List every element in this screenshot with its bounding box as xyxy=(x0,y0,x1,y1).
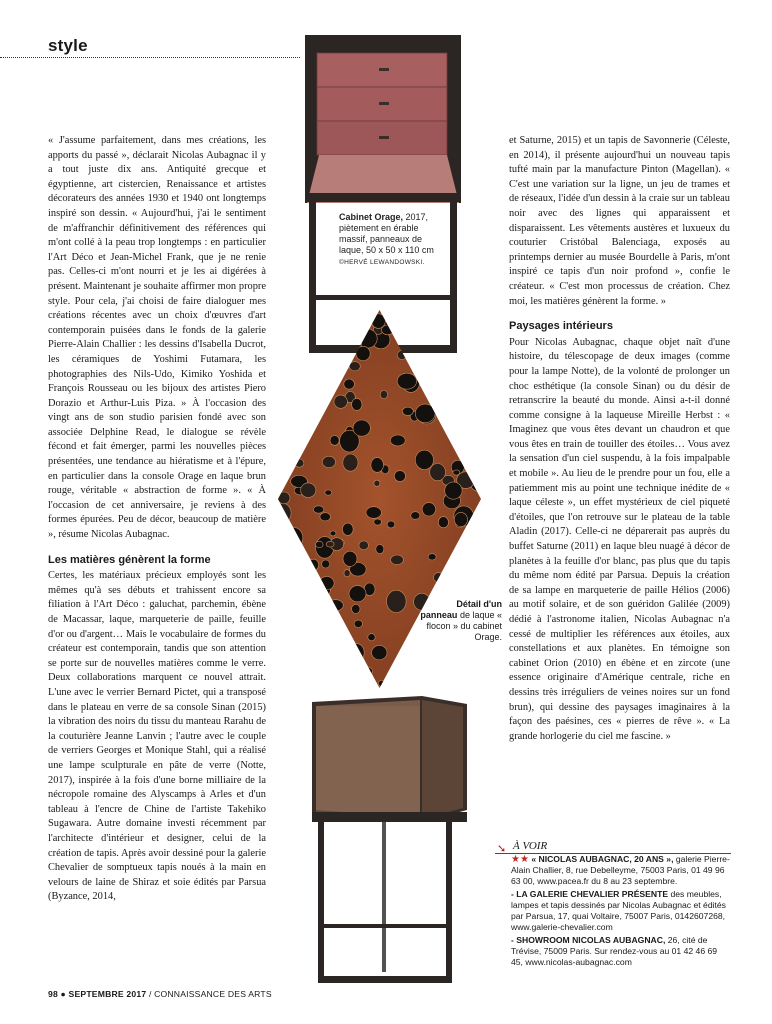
lacquer-spot xyxy=(310,622,320,633)
lacquer-spot xyxy=(409,654,416,660)
lacquer-spot xyxy=(402,407,413,415)
lacquer-spot xyxy=(349,362,360,371)
lacquer-spot xyxy=(473,310,480,316)
lacquer-spot xyxy=(308,363,316,370)
a-voir-title: À VOIR xyxy=(513,840,548,852)
footer-bullet: ● xyxy=(57,989,69,999)
lacquer-spot xyxy=(334,354,342,360)
left-column xyxy=(48,134,266,905)
lacquer-spot xyxy=(372,645,387,659)
lacquer-spot xyxy=(325,490,332,495)
section-label: style xyxy=(48,36,88,55)
subhead-paysages: Paysages intérieurs xyxy=(509,320,613,333)
lacquer-spot xyxy=(295,310,312,322)
lacquer-spot xyxy=(327,668,339,678)
lacquer-spot xyxy=(411,512,420,520)
lacquer-spot xyxy=(390,435,405,446)
lacquer-spot xyxy=(453,370,459,377)
lacquer-spot xyxy=(281,595,294,606)
lacquer-spot xyxy=(343,454,358,471)
lacquer-spot xyxy=(334,395,347,408)
lacquer-spot xyxy=(344,379,355,389)
avoir-item-1: ★★ « NICOLAS AUBAGNAC, 20 ANS », galerie Pierre-Alain Challier, 8, rue Debelleyme, 75003 Paris, 01 49 96 63 00, www.pacea.fr du 8 au 23 septembre. xyxy=(511,854,730,886)
lacquer-spot xyxy=(385,315,396,324)
lacquer-spot xyxy=(453,470,460,475)
lacquer-spot xyxy=(445,482,462,499)
lacquer-spot xyxy=(278,492,290,504)
lacquer-spot xyxy=(424,355,434,366)
lacquer-spot xyxy=(411,657,420,666)
lacquer-spot xyxy=(304,318,323,341)
lacquer-spot xyxy=(302,352,319,370)
lacquer-spot xyxy=(359,541,369,550)
lacquer-spot xyxy=(408,310,414,315)
page-footer xyxy=(48,989,272,999)
lacquer-spot xyxy=(394,471,405,482)
lacquer-spot xyxy=(304,431,312,438)
arrow-icon: ➘ xyxy=(497,842,507,855)
lacquer-spot xyxy=(478,313,482,318)
lacquer-spot xyxy=(378,681,384,687)
lacquer-spot xyxy=(438,517,448,528)
lacquer-spot xyxy=(466,427,478,439)
right-paragraph-1: et Saturne, 2015) et un tapis de Savonnerie (Céleste, en 2014), il présente aujourd'hui un nouveau tapis tufté main par la manufacture Pinton (Magellan). « C'est une variation sur la ligne, un jeu de trames et de réseaux, l'idée d'un dessin à la craie sur un tableau noir avec des lignes qui apparaissent et disparaissent. Les vêtements austères et luxueux du couturier Cristóbal Balenciaga, exposés au printemps dernier au musée Bourdelle à Paris, m'ont inspiré ce tapis d'un noir profond », confie le créateur. « C'est mon processus de création. Chez moi, les matières génèrent la forme. » xyxy=(509,135,730,307)
lacquer-spot xyxy=(324,601,334,611)
lacquer-spot xyxy=(289,596,308,613)
avoir-item-3: - SHOWROOM NICOLAS AUBAGNAC, 26, cité de Trévise, 75009 Paris. Sur rendez-vous au 01 42 46 69 45, www.nicolas-aubagnac.com xyxy=(511,935,718,967)
lacquer-spot xyxy=(454,436,463,444)
cabinet-orage-image xyxy=(305,33,461,356)
lacquer-spot xyxy=(356,346,370,360)
lacquer-spot xyxy=(294,602,313,617)
lacquer-spot xyxy=(422,503,435,516)
lacquer-spot xyxy=(428,554,436,560)
lacquer-spot xyxy=(302,569,318,585)
lacquer-spot xyxy=(464,340,475,348)
lacquer-spot xyxy=(290,357,301,370)
lacquer-spot xyxy=(304,340,318,352)
lacquer-spot xyxy=(440,585,456,601)
lacquer-spot xyxy=(283,401,296,414)
lacquer-spot xyxy=(380,390,387,398)
lacquer-spot xyxy=(322,456,335,467)
lacquer-spot xyxy=(294,357,300,364)
lacquer-spot xyxy=(295,459,304,467)
lacquer-spot xyxy=(393,315,408,326)
caption-mid-body: de laque « flocon » du cabinet Orage. xyxy=(426,610,502,642)
lacquer-spot xyxy=(278,440,287,453)
cabinet-orion-image xyxy=(302,692,467,987)
lacquer-spot xyxy=(344,570,350,577)
lacquer-spot xyxy=(427,383,438,394)
lacquer-spot xyxy=(304,674,311,682)
lacquer-spot xyxy=(410,346,426,361)
caption-lacquer-detail xyxy=(418,599,502,643)
lacquer-spot xyxy=(313,506,323,513)
lacquer-spot xyxy=(372,314,386,329)
right-column xyxy=(509,134,730,744)
lacquer-spot xyxy=(368,634,375,641)
caption-cabinet-orage xyxy=(336,210,438,270)
a-voir-box xyxy=(511,841,731,970)
lacquer-spot xyxy=(376,545,384,554)
lacquer-spot xyxy=(434,681,442,688)
photo-credit: ©HERVÉ LEWANDOWSKI. xyxy=(339,259,425,266)
lacquer-spot xyxy=(387,521,395,528)
lacquer-spot xyxy=(354,620,362,627)
lacquer-spot xyxy=(296,345,314,365)
lacquer-spot xyxy=(309,559,319,570)
left-paragraph-1: « J'assume parfaitement, dans mes créations, les apports du passé », déclarait Nicolas Aubagnac il y a tout juste dix ans. Antiquité grecque et égyptienne, art cistercien, Renaissance et artistes décorateurs des années 1930 et 1940 ont longtemps inspiré son dessin. « Aujourd'hui, j'ai le sentiment de m'affranchir définitivement des références qui m'ont collé à la peau trop longtemps : en particulier l'Art Déco et Jean-Michel Frank, que je ne renie pas. Celles-ci m'ont nourri et je les ai digérées à présent. Maintenant je souhaite affirmer mon propre style. Pour cela, j'ai choisi de faire dialoguer mes créations récentes avec un choix d'œuvres d'art contemporain puisées dans le fonds de la galerie Pierre-Alain Challier : les dessins d'Isabella Ducrot, les céramiques de Yoshimi Futamara, les photographies des Nils-Udo, Kimiko Yoshida et François Rousseau ou les bijoux des artistes Piero Dorazio et Arthur-Luis Piza. » À l'occasion des vingt ans de son studio parisien fondé avec son associée Delphine Read, le dialogue se révèle fécond et fait émerger, parmi les nouvelles pièces présentées, une tendance au hiératisme et à l'épure, en particulier dans la console Orage en laque brun rouge, véritable « abstraction de forme ». « À l'occasion de cet anniversaire, je reviens à des formes épurées. Peu de décor, beaucoup de matière », résume Nicolas Aubagnac. xyxy=(48,135,266,541)
lacquer-spot xyxy=(329,310,341,317)
lacquer-spot xyxy=(288,390,296,398)
lacquer-spot xyxy=(358,329,378,348)
lacquer-spot xyxy=(391,555,404,565)
lacquer-spot xyxy=(319,576,334,589)
lacquer-spot xyxy=(298,575,312,592)
issue-date: SEPTEMBRE 2017 xyxy=(68,989,147,999)
lacquer-spot xyxy=(301,483,316,498)
lacquer-spot xyxy=(434,573,444,583)
lacquer-spot xyxy=(415,404,435,423)
lacquer-spot xyxy=(284,584,296,596)
lacquer-spot xyxy=(285,527,303,548)
lacquer-spot xyxy=(320,513,331,521)
lacquer-spot xyxy=(474,406,481,413)
lacquer-spot xyxy=(397,351,407,360)
lacquer-spot xyxy=(366,507,381,519)
lacquer-spot xyxy=(472,542,481,550)
lacquer-spot xyxy=(319,389,331,403)
lacquer-spot xyxy=(301,590,312,598)
section-rule xyxy=(0,57,300,58)
lacquer-spot xyxy=(454,580,461,586)
lacquer-spot xyxy=(342,523,353,535)
lacquer-spot xyxy=(387,590,407,612)
lacquer-spot xyxy=(290,419,302,431)
lacquer-spot xyxy=(329,663,346,675)
lacquer-spot xyxy=(331,663,345,674)
magazine-name: / CONNAISSANCE DES ARTS xyxy=(148,989,272,999)
left-paragraph-2: Certes, les matériaux précieux employés sont les mêmes qu'à ses débuts et trahissent encore sa filiation à l'Art Déco : galuchat, parchemin, ébène de Macassar, laque, marqueterie de paille, feuille d'or ou d'argent… Mais le vocabulaire de formes du créateur est contemporain, tandis que son attention se porte sur de nouvelles matières comme le verre. Deux collaborations marquent ce nouvel attrait. L'une avec le verrier Bernard Pictet, qui a transposé dans le plateau en verre de sa console Sinan (2015) la vibration des noirs du tissu du manteau Rarahu de la couturière Jeanne Lanvin ; l'autre avec le couple de verriers Georges et Monique Stahl, qui a réalisé une lampe sculpturale en pâte de verre (Notte, 2017), inspirée à la fois d'une borne milliaire de la nécropole romaine des Alyscamps à Arles et d'un tableau à l'encre de Chine de l'artiste Takehiko Sugawara. Autre domaine investi récemment par l'architecte d'intérieur et designer, celui de la création de tapis. Après avoir dessiné pour la galerie Chevalier de somptueux tapis noués à la main en velours de laine de Shiraz et soie édités par Parsua (Byzance, 2014, xyxy=(48,570,266,903)
lacquer-spot xyxy=(322,560,330,568)
lacquer-spot xyxy=(290,322,302,334)
page-number: 98 xyxy=(48,989,58,999)
lacquer-spot xyxy=(475,555,481,563)
lacquer-spot xyxy=(304,310,319,316)
lacquer-spot xyxy=(417,312,426,319)
lacquer-spot xyxy=(333,366,341,373)
lacquer-spot xyxy=(462,415,480,434)
lacquer-spot xyxy=(316,599,332,612)
lacquer-spot xyxy=(466,651,481,670)
lacquer-spot xyxy=(278,424,284,436)
lacquer-spot xyxy=(339,343,355,355)
lacquer-spot xyxy=(278,354,286,364)
lacquer-spot xyxy=(330,436,339,446)
avoir-item-2: - LA GALERIE CHEVALIER PRÉSENTE des meubles, lampes et tapis dessinés par Nicolas Aubagnac et édités par Parsua, 17, quai Voltaire, 75007 Paris, 0142607268, www.galerie-chevalier.com xyxy=(511,889,726,932)
lacquer-spot xyxy=(405,661,412,668)
star-icon: ★★ xyxy=(511,854,529,865)
lacquer-spot xyxy=(343,551,357,566)
lacquer-spot xyxy=(291,332,300,339)
lacquer-spot xyxy=(454,512,467,526)
lacquer-spot xyxy=(349,644,365,662)
lacquer-spot xyxy=(330,531,336,536)
caption-body: 2017, piètement en érable massif, panneaux de laque, 50 x 50 x 110 cm xyxy=(339,212,434,255)
lacquer-spot xyxy=(374,519,382,525)
lacquer-spot xyxy=(449,558,465,577)
lacquer-spot xyxy=(397,373,416,389)
lacquer-spot xyxy=(326,541,334,547)
lacquer-spot xyxy=(328,600,343,611)
lacquer-spot xyxy=(352,398,362,410)
lacquer-spot xyxy=(415,667,430,680)
lacquer-spot xyxy=(316,541,324,548)
lacquer-spot xyxy=(353,420,370,436)
caption-title: Cabinet Orage, xyxy=(339,212,404,222)
lacquer-spot xyxy=(374,480,380,486)
lacquer-spot xyxy=(352,604,360,613)
lacquer-spot xyxy=(364,667,373,675)
right-paragraph-2: Pour Nicolas Aubagnac, chaque objet naît d'une histoire, du télescopage de deux images (comme pour la lampe Notte), de la volonté de prolonger un choc esthétique (la console Sinan) ou du désir de retranscrire la beauté du monde. Ainsi a-t-il donné comme consigne à la laqueuse Mireille Herbst : « Imaginez que vous êtes devant un chaudron et que vous êtes en train de touiller des étoiles… Vous avez la sensation d'un ciel suspendu, à la fois impalpable et mobile ». Au lieu de le prendre pour un fou, elle a patiemment mis au point une technique inédite de « laque céleste », un effet mystérieux de ciel piqueté d'étoiles, que l'on retrouve sur le plateau de la table Aladin (2017). Celle-ci ne déparerait pas auprès du buffet Saturne (2011) en laque bleu nuagé à décor de planètes à la feuille d'or blanc, pas plus que du tapis du même nom édité par Parsua. Depuis la création de sa lampe en marqueterie de paille Hélios (2006) au motif solaire, et de son guéridon Galilée (2009) dédié à l'astronome italien, Nicolas Aubagnac n'a cessé de multiplier les références aux étoiles, aux constellations et aux planètes. En témoigne son cabinet Orion (2010) en ébène et en zircote (une essence originaire d'Amérique centrale, riche en dessins très irréguliers de veines noires sur un fond brun), qui dessine des paysages imaginaires à la façon des paésines, ces « pierres de rêve ». « La grande horlogerie du ciel me fascine. » xyxy=(509,336,730,742)
lacquer-spot xyxy=(371,458,384,473)
lacquer-spot xyxy=(415,450,433,469)
caption-mid-title: Détail d'un panneau xyxy=(420,599,502,620)
lacquer-spot xyxy=(321,621,329,627)
lacquer-spot xyxy=(295,579,313,592)
lacquer-spot xyxy=(456,346,472,363)
lacquer-spot xyxy=(430,464,446,481)
lacquer-spot xyxy=(458,312,476,333)
lacquer-spot xyxy=(349,586,366,602)
lacquer-spot xyxy=(461,369,470,377)
lacquer-spot xyxy=(409,335,415,341)
lacquer-spot xyxy=(453,558,464,570)
subhead-matieres: Les matières génèrent la forme xyxy=(48,553,211,566)
lacquer-spot xyxy=(468,310,480,319)
